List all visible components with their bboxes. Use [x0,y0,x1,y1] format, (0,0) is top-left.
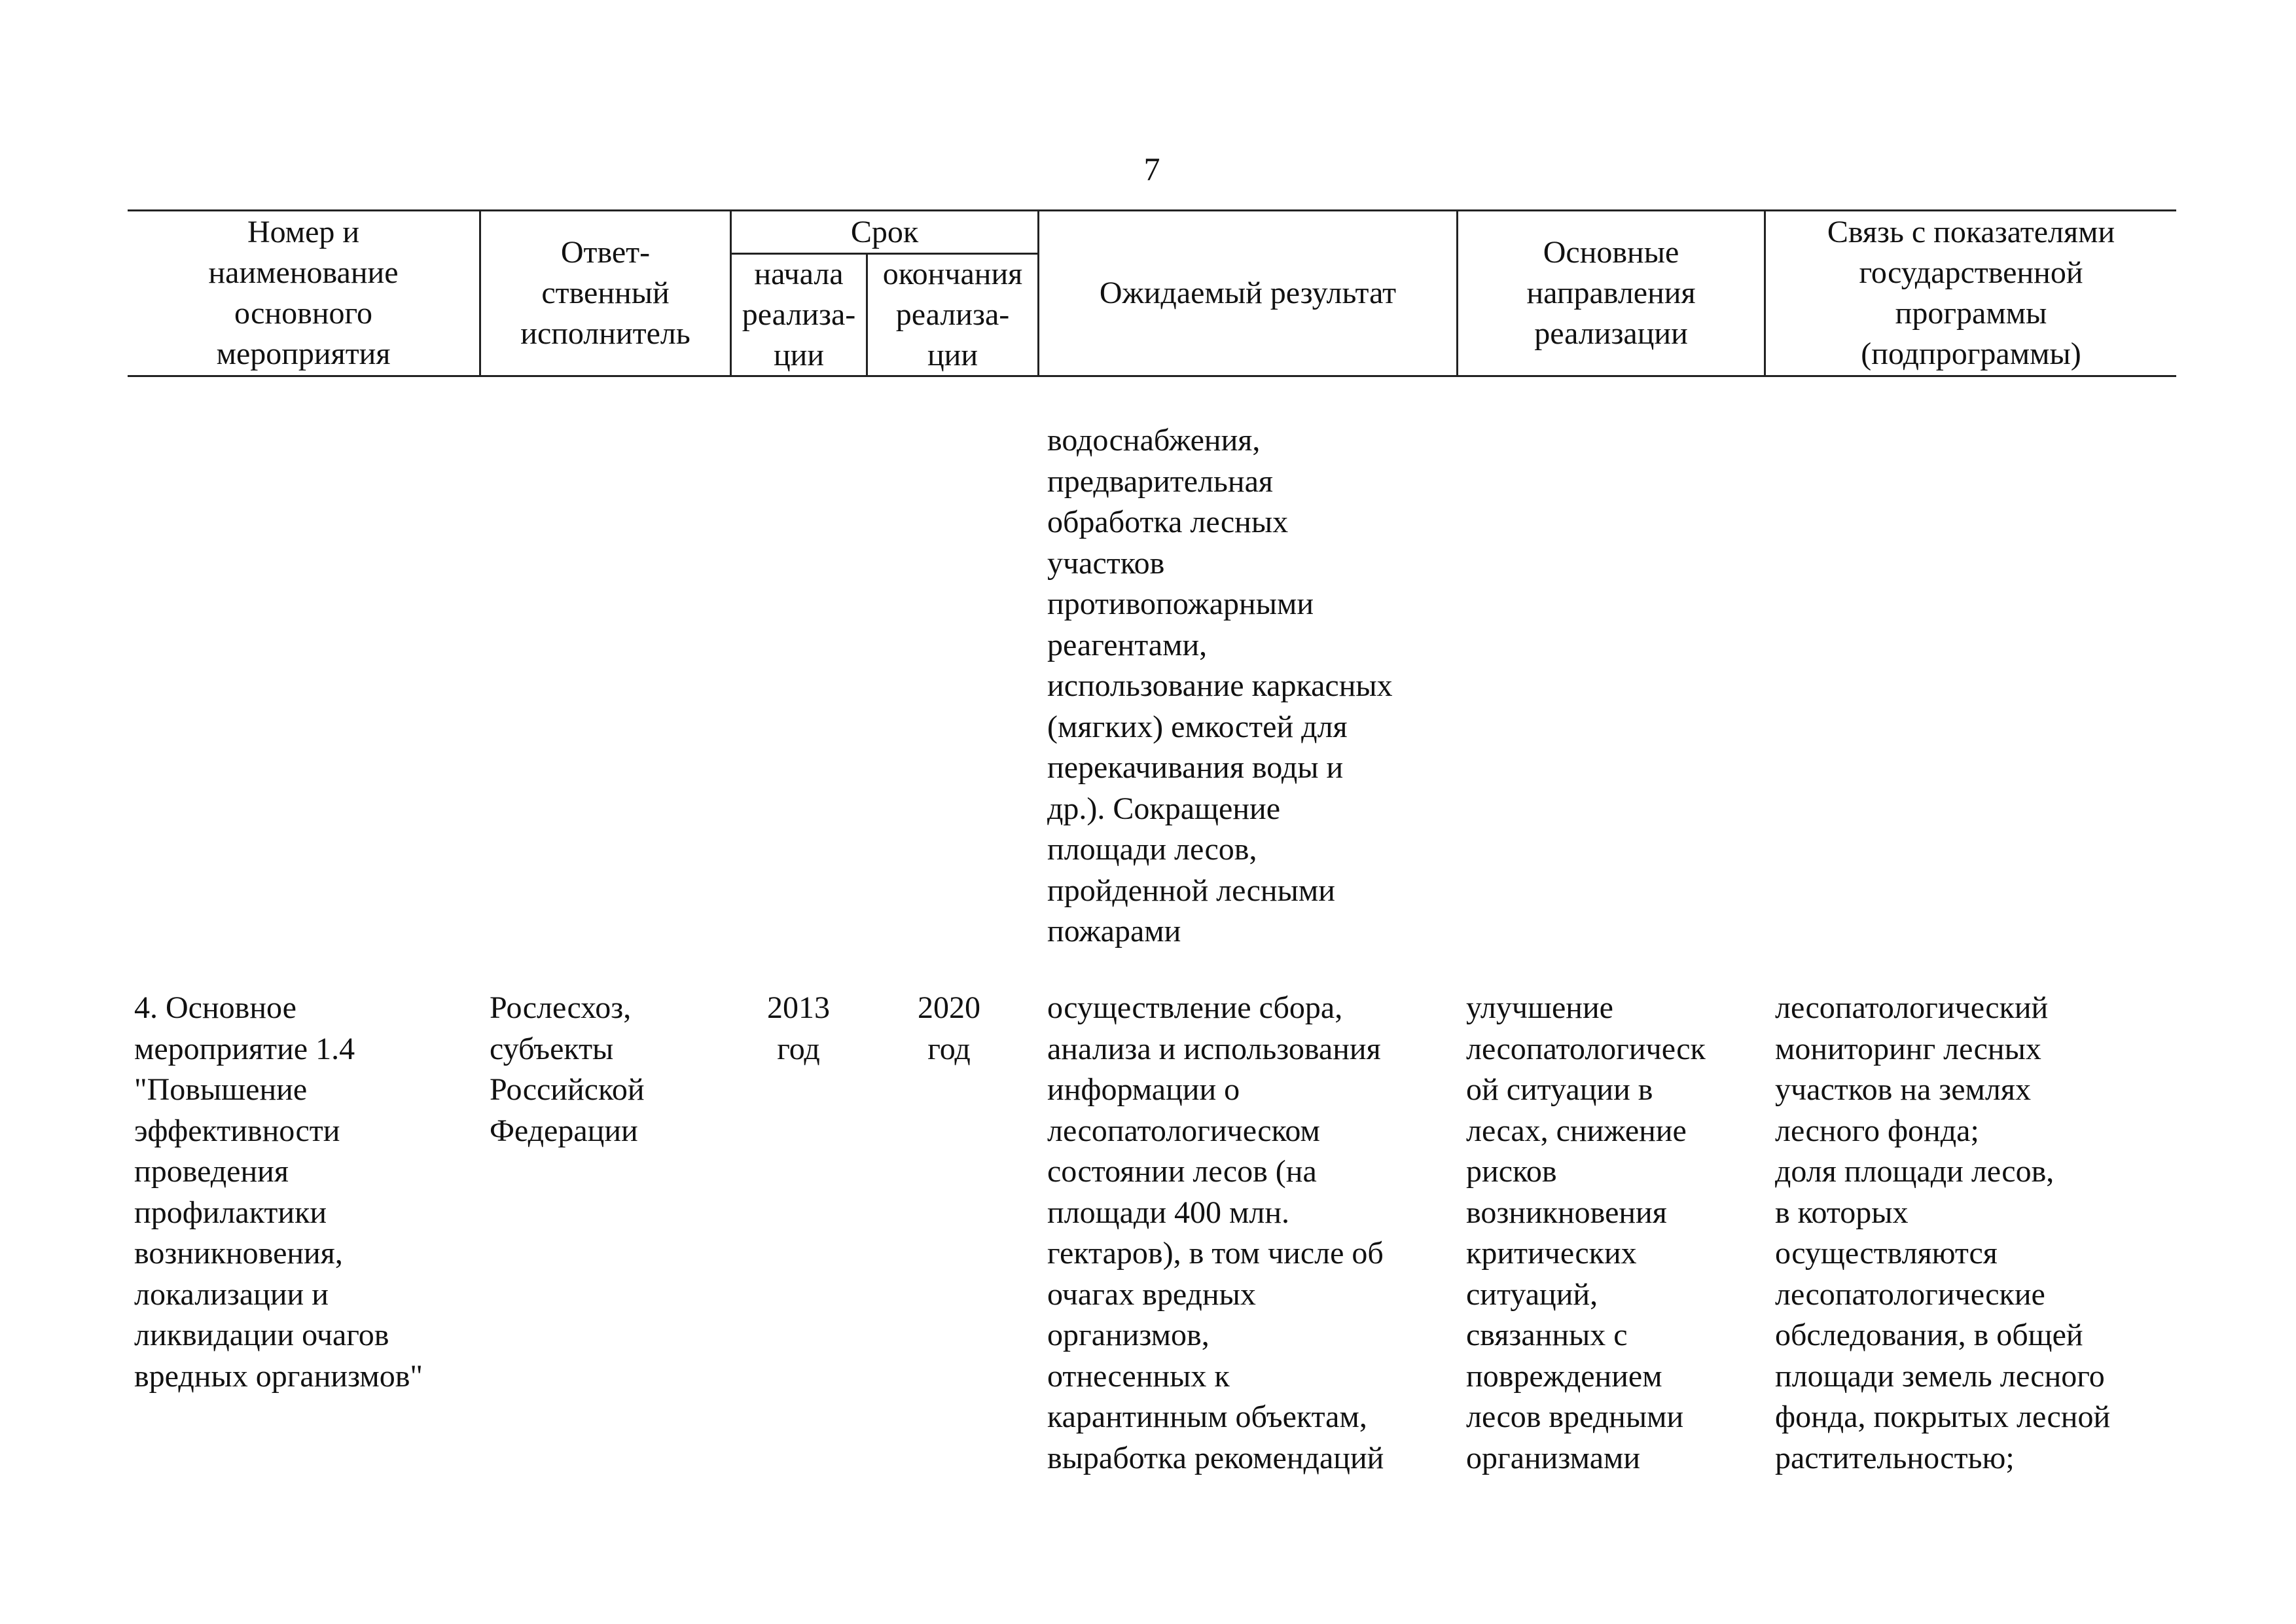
row-indicators: лесопатологический мониторинг лесных участков на землях лесного фонда; доля площади лесов, в которых осуществляются лесопатологические обследования, в общей площади земель лесного фонда, покрытых лесной растительностью; [1775,990,2111,1475]
row-expected-result: осуществление сбора, анализа и использования информации о лесопатологическом состоянии лесов (на площади 400 млн. гектаров), в том числе об очагах вредных организмов, отнесенных к карантинным объектам, выработка рекомендаций [1047,990,1384,1475]
page-number: 7 [1143,151,1160,187]
header-name-column: Номер и наименование основного мероприятия [208,215,399,371]
row-end-year: 2020 год [918,990,980,1066]
row-measure-name: 4. Основное мероприятие 1.4 "Повышение эффективности проведения профилактики возникновения, локализации и ликвидации очагов вредных организмов" [134,990,423,1394]
row-executor: Рослесхоз, субъекты Российской Федерации [490,990,645,1148]
header-result-column: Ожидаемый результат [1099,276,1397,310]
table-header [128,209,2176,377]
header-indicators-column: Связь с показателями государственной программы (подпрограммы) [1827,215,2115,371]
header-end-column: окончания реализа- ции [882,257,1023,372]
header-srok: Срок [850,214,919,249]
row-start-year: 2013 год [767,990,830,1066]
header-start-column: начала реализа- ции [742,257,856,372]
header-executor-column: Ответ- ственный исполнитель [520,235,691,351]
row-directions: улучшение лесопатологическ ой ситуации в лесах, снижение рисков возникновения критических ситуаций, связанных с повреждением лесов вредными организмами [1466,990,1706,1475]
continued-result-text: водоснабжения, предварительная обработка лесных участков противопожарными реагентами, использование каркасных (мягких) емкостей для перекачивания воды и др.). Сокращение площади лесов, пройденной лесными пожарами [1047,423,1393,948]
header-directions-column: Основные направления реализации [1526,235,1696,351]
